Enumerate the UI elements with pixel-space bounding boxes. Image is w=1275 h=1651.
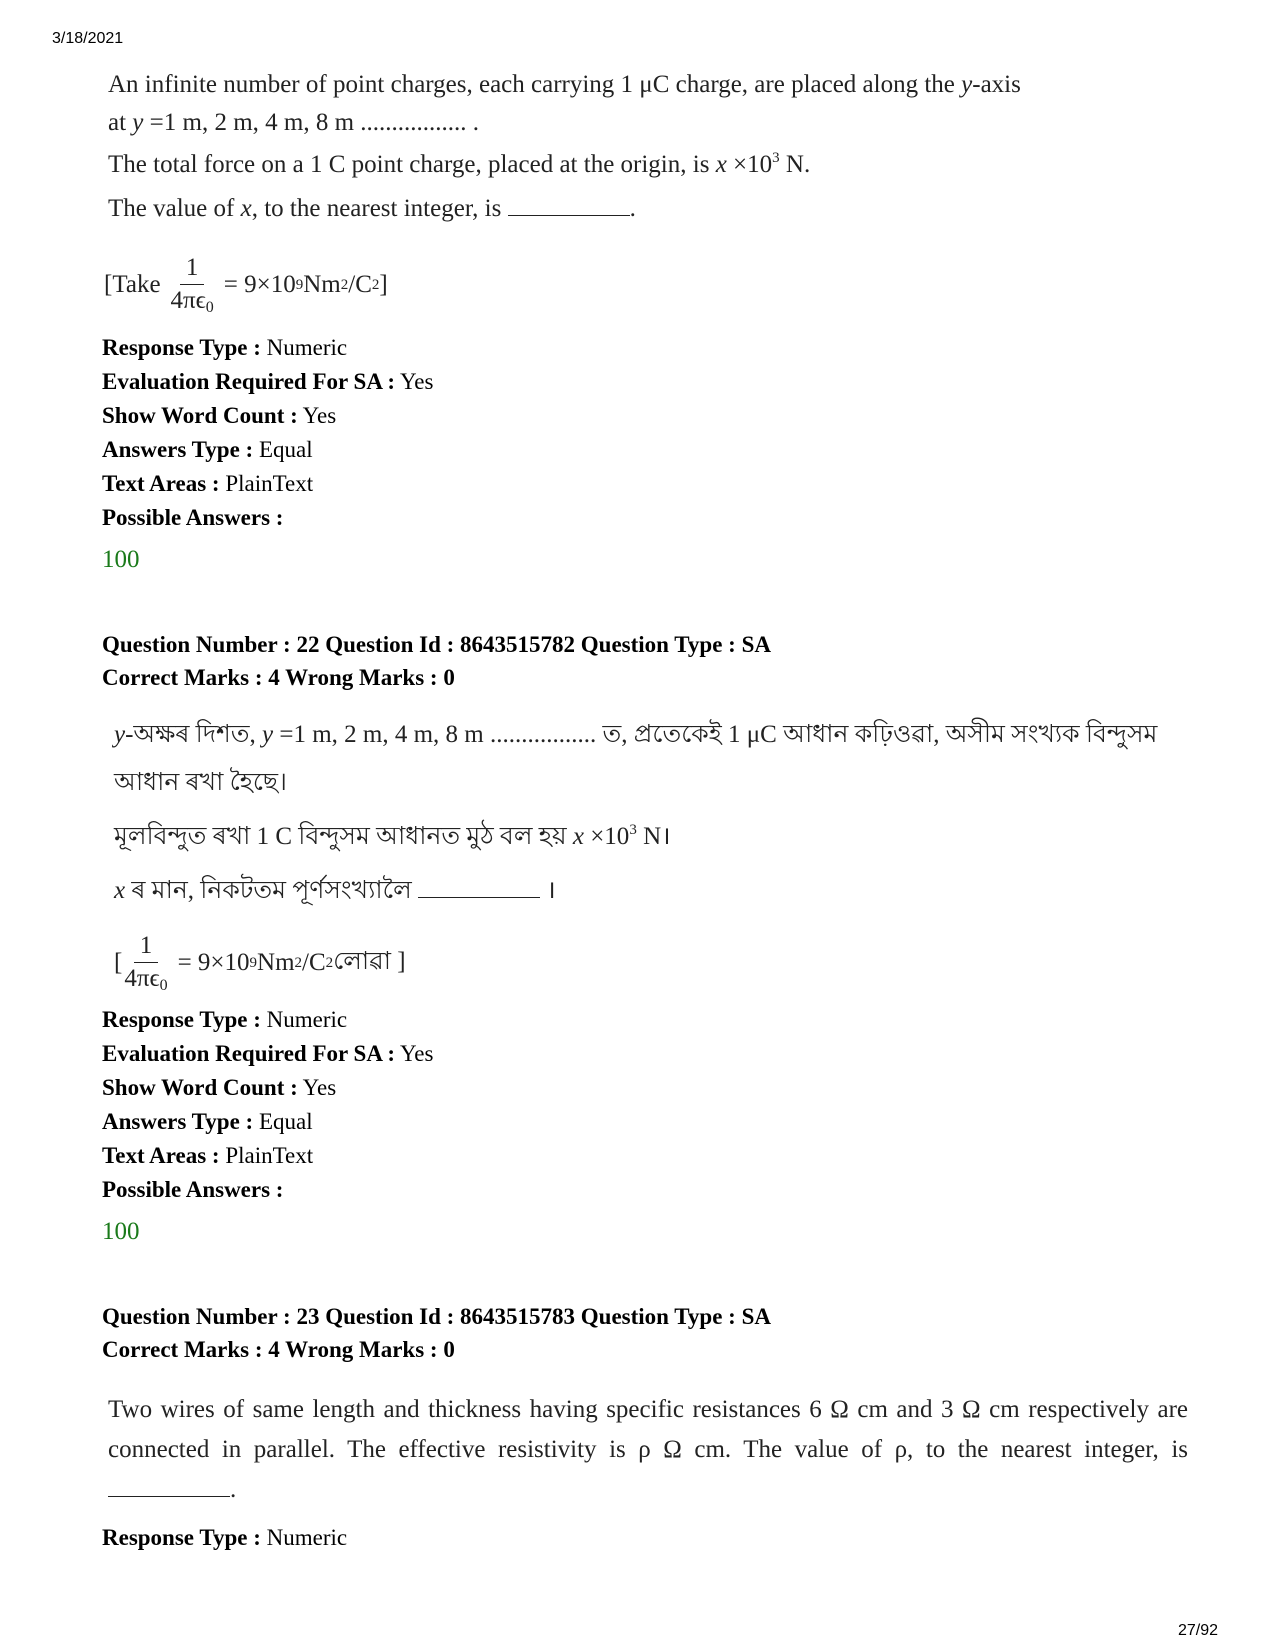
q22-marks: Correct Marks : 4 Wrong Marks : 0 <box>102 665 455 690</box>
meta-response-type: Response Type : Numeric <box>102 1525 348 1550</box>
meta-show-word-count: Show Word Count : Yes <box>102 403 337 428</box>
q22-header: Question Number : 22 Question Id : 8643515782 Question Type : SA <box>102 632 771 657</box>
meta-answers-type: Answers Type : Equal <box>102 437 313 462</box>
q22-line-4: x ৰ মান, নিকটতম পূৰ্ণসংখ্যালৈ । <box>114 877 556 904</box>
q23-marks: Correct Marks : 4 Wrong Marks : 0 <box>102 1337 455 1362</box>
meta-answers-type: Answers Type : Equal <box>102 1109 313 1134</box>
q21-constant-formula: [Take $\frac{1}{4\pi\epsilon_0}$ = 9×10 9 Nm 2 /C 2 ] <box>104 254 388 316</box>
q22-line-1: y-অক্ষৰ দিশত, y =1 m, 2 m, 4 m, 8 m ................. ত, প্ৰতেকেই 1 μC আধান কঢ়িওৱা, অসীম সংখ্যক বিন্দুসম <box>114 721 1158 748</box>
meta-text-areas: Text Areas : PlainText <box>102 471 314 496</box>
fraction: $\frac{1}{4\pi\epsilon_0}$ <box>124 932 168 994</box>
answer-blank <box>108 1478 230 1497</box>
q22-line-3: মূলবিন্দুত ৰখা 1 C বিন্দুসম আধানত মুঠ বল হয় $x \times 10^3$ N। <box>114 822 671 850</box>
q23-question-text: Two wires of same length and thickness having specific resistances 6 Ω cm and 3 Ω cm respectively are connected in parallel. The effective resistivity is ρ Ω cm. The value of ρ, to the nearest integer, is . <box>108 1396 1188 1503</box>
page-number: 27/92 <box>1178 1622 1219 1639</box>
q21-line-3: The total force on a 1 C point charge, placed at the origin, is $x \times 10^3$ N. <box>108 150 811 178</box>
q21-metadata <box>102 332 433 536</box>
answer-blank <box>508 197 630 216</box>
q21-line-4: The value of x, to the nearest integer, is . <box>108 195 636 222</box>
meta-evaluation-required: Evaluation Required For SA : Yes <box>102 369 434 394</box>
q23-header: Question Number : 23 Question Id : 8643515783 Question Type : SA <box>102 1304 771 1329</box>
q22-metadata <box>102 1004 433 1208</box>
q21-line-1: An infinite number of point charges, each carrying 1 μC charge, are placed along the y-axis <box>108 71 1021 98</box>
answer-blank <box>418 879 540 898</box>
fraction: $\frac{1}{4\pi\epsilon_0}$ <box>170 254 214 316</box>
meta-possible-answers: Possible Answers : <box>102 1177 284 1202</box>
q22-constant-formula: [ $\frac{1}{4\pi\epsilon_0}$ = 9×10 9 Nm 2 /C 2 লোৱা ] <box>114 932 406 994</box>
q22-possible-answer: 100 <box>102 1218 140 1245</box>
meta-response-type: Response Type : Numeric <box>102 1007 348 1032</box>
meta-evaluation-required: Evaluation Required For SA : Yes <box>102 1041 434 1066</box>
q21-possible-answer: 100 <box>102 546 140 573</box>
print-date: 3/18/2021 <box>52 30 124 47</box>
meta-text-areas: Text Areas : PlainText <box>102 1143 314 1168</box>
meta-response-type: Response Type : Numeric <box>102 335 348 360</box>
q23-metadata <box>102 1522 347 1556</box>
meta-possible-answers: Possible Answers : <box>102 505 284 530</box>
meta-show-word-count: Show Word Count : Yes <box>102 1075 337 1100</box>
q21-line-2: at y =1 m, 2 m, 4 m, 8 m ................. . <box>108 109 480 136</box>
q22-line-2: আধান ৰখা হৈছে। <box>114 769 287 796</box>
